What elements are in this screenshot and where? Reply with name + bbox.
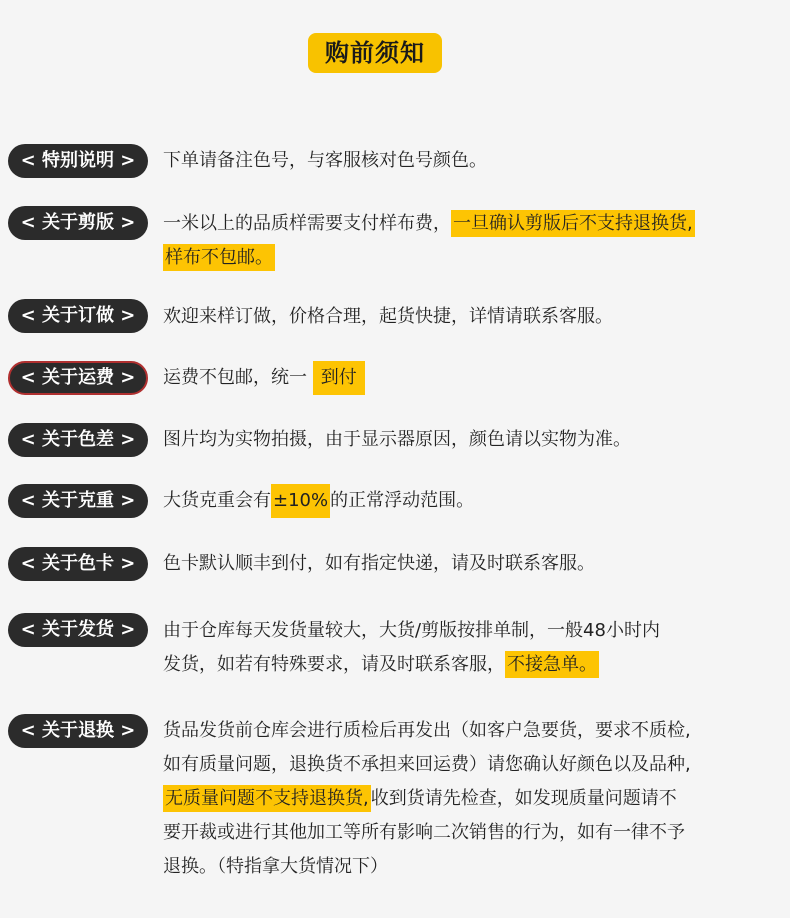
section-tag-color-difference: < 关于色差 >: [8, 423, 148, 457]
text-segment: 图片均为实物拍摄，由于显示器原因，颜色请以实物为准。: [163, 429, 631, 450]
text-segment: 运费不包邮，统一: [163, 367, 313, 388]
section-text-weight: [163, 484, 763, 518]
section-text-cut-sample: [163, 207, 763, 275]
section-tag-cut-sample: < 关于剪版 >: [8, 206, 148, 240]
section-tag-shipping-fee: < 关于运费 >: [8, 361, 148, 395]
page-title: 购前须知: [308, 33, 442, 73]
section-tag-returns: < 关于退换 >: [8, 714, 148, 748]
text-segment: 退换。（特指拿大货情况下）: [163, 856, 388, 877]
section-text-returns: [163, 714, 763, 884]
text-segment: 下单请备注色号，与客服核对色号颜色。: [163, 150, 487, 171]
section-text-special-note: [163, 144, 763, 178]
text-segment: 的正常浮动范围。: [330, 490, 475, 511]
highlight-text: 一旦确认剪版后不支持退换货,: [451, 210, 695, 237]
section-tag-color-card: < 关于色卡 >: [8, 547, 148, 581]
text-segment: 一米以上的品质样需要支付样布费，: [163, 213, 451, 234]
text-segment: 如有质量问题，退换货不承担来回运费）请您确认好颜色以及品种,: [163, 754, 691, 775]
section-tag-weight: < 关于克重 >: [8, 484, 148, 518]
section-text-shipping-fee: [163, 361, 763, 395]
section-text-color-card: [163, 547, 763, 581]
highlight-text: ±10%: [271, 484, 330, 518]
section-text-custom-order: [163, 300, 763, 334]
text-segment: 发货，如若有特殊要求，请及时联系客服，: [163, 654, 505, 675]
section-tag-special-note: < 特别说明 >: [8, 144, 148, 178]
text-segment: 要开裁或进行其他加工等所有影响二次销售的行为，如有一律不予: [163, 822, 685, 843]
highlight-text: 到付: [313, 361, 365, 395]
highlight-text: 不接急单。: [505, 651, 599, 678]
text-segment: 色卡默认顺丰到付，如有指定快递，请及时联系客服。: [163, 553, 595, 574]
section-text-delivery: [163, 614, 763, 682]
highlight-text: 样布不包邮。: [163, 244, 275, 271]
section-text-color-difference: [163, 423, 763, 457]
text-segment: 收到货请先检查，如发现质量问题请不: [370, 788, 677, 809]
text-segment: 货品发货前仓库会进行质检后再发出（如客户急要货，要求不质检,: [163, 720, 691, 741]
text-segment: 大货克重会有: [163, 490, 271, 511]
section-tag-custom-order: < 关于订做 >: [8, 299, 148, 333]
highlight-text: 无质量问题不支持退换货,: [163, 785, 371, 812]
section-tag-delivery: < 关于发货 >: [8, 613, 148, 647]
text-segment: 由于仓库每天发货量较大，大货/剪版按排单制，一般48小时内: [163, 620, 660, 641]
text-segment: 欢迎来样订做，价格合理，起货快捷，详情请联系客服。: [163, 306, 613, 327]
